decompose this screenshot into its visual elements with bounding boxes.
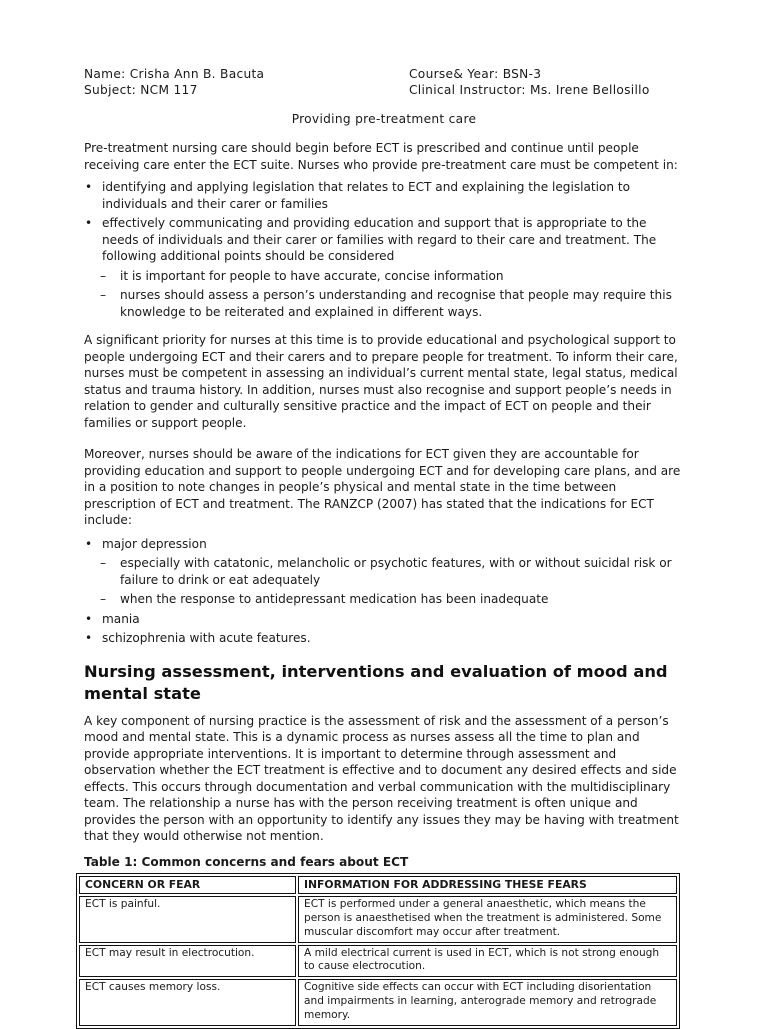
table-cell: A mild electrical current is used in ECT, which is not strong enough to cause electrocution.: [298, 945, 677, 978]
column-header: INFORMATION FOR ADDRESSING THESE FEARS: [298, 876, 677, 895]
intro-paragraph: Pre-treatment nursing care should begin before ECT is prescribed and continue until people receiving care enter the ECT suite. Nurses who provide pre-treatment care must be competent in:: [84, 141, 678, 172]
subject: Subject: NCM 117: [84, 83, 198, 97]
list-item: • effectively communicating and providing education and support that is appropriate to the needs of individuals and their carer or families with regard to their care and treatment. The following additional points should be considered: [84, 215, 684, 265]
list-subitem: – nurses should assess a person’s understanding and recognise that people may require this knowledge to be reiterated and explained in different ways.: [84, 287, 684, 320]
table-row: [79, 945, 677, 978]
indications-list: [84, 536, 684, 647]
indications-paragraph: Moreover, nurses should be aware of the indications for ECT given they are accountable for providing education and support to people undergoing ECT and for developing care plans, and are in a position to note changes in people’s physical and mental state in the time between prescription of ECT and treatment. The RANZCP (2007) has stated that the indications for ECT include:: [84, 447, 681, 527]
table-header-row: [79, 876, 677, 895]
document-page: [84, 66, 684, 1029]
table-cell: Cognitive side effects can occur with ECT including disorientation and impairments in learning, anterograde memory and retrograde memory.: [298, 979, 677, 1025]
section-paragraph: A key component of nursing practice is the assessment of risk and the assessment of a person’s mood and mental state. This is a dynamic process as nurses assess all the time to plan and provide appropriate interventions. It is important to determine through assessment and observation whether the ECT treatment is effective and to document any desired effects and side effects. This occurs through documentation and verbal communication with the multidisciplinary team. The relationship a nurse has with the person receiving treatment is often unique and provides the person with an opportunity to identify any issues they may be having with treatment that they would otherwise not mention.: [84, 713, 679, 843]
table-cell: ECT is performed under a general anaesthetic, which means the person is anaesthetised when the treatment is administered. Some muscular discomfort may occur after treatment.: [298, 896, 677, 942]
list-subitem: – when the response to antidepressant medication has been inadequate: [84, 591, 684, 608]
table-cell: ECT may result in electrocution.: [79, 945, 296, 978]
priority-paragraph: A significant priority for nurses at this time is to provide educational and psychological support to people undergoing ECT and their carers and to prepare people for treatment. To inform their care, nurses must be competent in assessing an individual’s current mental state, legal status, medical status and trauma history. In addition, nurses must also recognise and support people’s needs in relation to gender and culturally sensitive practice and the impact of ECT on people and their families or support people.: [84, 333, 678, 430]
clinical-instructor: Clinical Instructor: Ms. Irene Bellosillo: [409, 83, 650, 97]
header-right: [409, 66, 650, 98]
list-item: • major depression: [84, 536, 684, 553]
table-row: [79, 979, 677, 1025]
concerns-table: [76, 873, 680, 1029]
table-row: [79, 896, 677, 942]
student-name: Name: Crisha Ann B. Bacuta: [84, 67, 265, 81]
course-year: Course& Year: BSN-3: [409, 67, 542, 81]
table-cell: ECT causes memory loss.: [79, 979, 296, 1025]
table-cell: ECT is painful.: [79, 896, 296, 942]
list-item: • identifying and applying legislation that relates to ECT and explaining the legislation to individuals and their carer or families: [84, 179, 684, 212]
list-item: • schizophrenia with acute features.: [84, 630, 684, 647]
section-heading: Nursing assessment, interventions and evaluation of mood and mental state: [84, 661, 668, 703]
page-title: Providing pre-treatment care: [291, 112, 477, 126]
document-header: [84, 66, 684, 100]
list-item: • mania: [84, 611, 684, 628]
header-left: [84, 66, 264, 98]
competency-list: [84, 179, 684, 320]
list-subitem: – it is important for people to have accurate, concise information: [84, 268, 684, 285]
table-caption: Table 1: Common concerns and fears about ECT: [84, 854, 409, 869]
list-subitem: – especially with catatonic, melancholic or psychotic features, with or without suicidal risk or failure to drink or eat adequately: [84, 555, 684, 588]
column-header: CONCERN OR FEAR: [79, 876, 296, 895]
